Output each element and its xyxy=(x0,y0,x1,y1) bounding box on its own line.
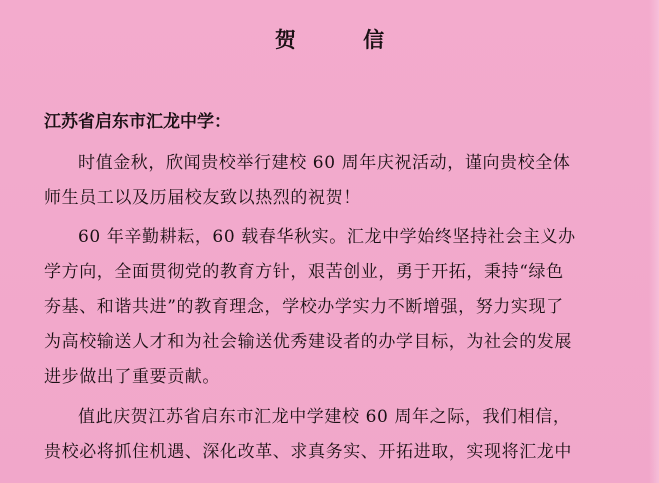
letter-line: 师生员工以及历届校友致以热烈的祝贺！ xyxy=(44,188,361,208)
letter-line: 60 年辛勤耕耘，60 载春华秋实。汇龙中学始终坚持社会主义办 xyxy=(78,227,576,247)
letter-line: 进步做出了重要贡献。 xyxy=(44,367,220,387)
letter-line: 值此庆贺江苏省启东市汇龙中学建校 60 周年之际，我们相信， xyxy=(78,407,571,427)
letter-line: 为高校输送人才和为社会输送优秀建设者的办学目标，为社会的发展 xyxy=(44,332,572,352)
letter-line: 学方向，全面贯彻党的教育方针，艰苦创业，勇于开拓，秉持“绿色 xyxy=(44,262,564,282)
letter-line: 贵校必将抓住机遇、深化改革、求真务实、开拓进取，实现将汇龙中 xyxy=(44,442,572,462)
letter-title: 贺 信 xyxy=(274,27,415,52)
letter-salutation: 江苏省启东市汇龙中学： xyxy=(44,112,231,132)
letter-line: 时值金秋，欣闻贵校举行建校 60 周年庆祝活动，谨向贵校全体 xyxy=(78,153,571,173)
letter-line: 夯基、和谐共进”的教育理念，学校办学实力不断增强，努力实现了 xyxy=(44,297,564,317)
